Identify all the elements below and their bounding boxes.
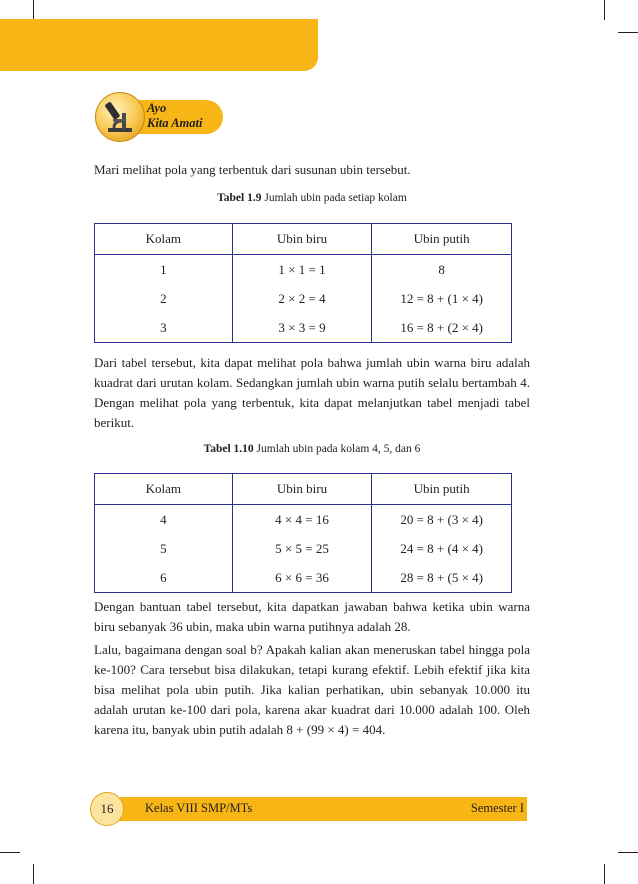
- footer-semester: Semester I: [470, 801, 524, 815]
- table-cell: 16 = 8 + (2 × 4): [372, 313, 512, 343]
- table-cell: 20 = 8 + (3 × 4): [372, 505, 512, 535]
- table-cell: 6: [95, 563, 233, 593]
- table-header-row: [95, 474, 512, 505]
- badge-line2: Kita Amati: [147, 116, 203, 130]
- table-cell: 12 = 8 + (1 × 4): [372, 284, 512, 313]
- badge-circle: [95, 92, 145, 142]
- table-cell: 24 = 8 + (4 × 4): [372, 534, 512, 563]
- table-cell: 4 × 4 = 16: [232, 505, 372, 535]
- col-header-ubin-biru: Ubin biru: [232, 474, 372, 505]
- table-cell: 1 × 1 = 1: [232, 255, 372, 285]
- table-row: [95, 563, 512, 593]
- col-header-ubin-biru: Ubin biru: [232, 224, 372, 255]
- col-header-ubin-putih: Ubin putih: [372, 474, 512, 505]
- table1-caption-text: Jumlah ubin pada setiap kolam: [264, 192, 407, 204]
- table-1-10: [94, 473, 512, 593]
- table-cell: 5: [95, 534, 233, 563]
- table-row: [95, 255, 512, 285]
- crop-mark: [33, 0, 34, 20]
- microscope-icon: [104, 99, 136, 133]
- crop-mark: [618, 32, 638, 33]
- table-row: [95, 534, 512, 563]
- table-header-row: [95, 224, 512, 255]
- table2-caption-text: Jumlah ubin pada kolam 4, 5, dan 6: [256, 443, 421, 455]
- table-1-9: [94, 223, 512, 343]
- page-number: 16: [90, 792, 124, 826]
- table-row: [95, 313, 512, 343]
- table-cell: 28 = 8 + (5 × 4): [372, 563, 512, 593]
- table-cell: 6 × 6 = 36: [232, 563, 372, 593]
- paragraph-3: Lalu, bagaimana dengan soal b? Apakah kalian akan meneruskan tabel hingga pola ke-100? Cara tersebut bisa dilakukan, tetapi kurang efektif. Lebih efektif jika kita bisa melihat pola ubin putih. Jika kalian perhatikan, ubin sebanyak 10.000 itu adalah urutan ke-100 dari pola, karena akar kuadrat dari 10.000 adalah 100. Oleh karena itu, banyak ubin putih adalah 8 + (99 × 4) = 404.: [94, 642, 530, 737]
- table-cell: 2 × 2 = 4: [232, 284, 372, 313]
- col-header-ubin-putih: Ubin putih: [372, 224, 512, 255]
- table-row: [95, 505, 512, 535]
- crop-mark: [0, 852, 20, 853]
- crop-mark: [618, 852, 638, 853]
- table-cell: 3 × 3 = 9: [232, 313, 372, 343]
- badge-line1: Ayo: [147, 101, 167, 115]
- table-row: [95, 284, 512, 313]
- footer-book-title: Kelas VIII SMP/MTs: [145, 801, 253, 815]
- table-cell: 5 × 5 = 25: [232, 534, 372, 563]
- col-header-kolam: Kolam: [95, 224, 233, 255]
- table2-caption-label: Tabel 1.10: [203, 443, 254, 455]
- table-cell: 1: [95, 255, 233, 285]
- col-header-kolam: Kolam: [95, 474, 233, 505]
- paragraph-2: Dengan bantuan tabel tersebut, kita dapatkan jawaban bahwa ketika ubin warna biru sebanyak 36 ubin, maka ubin warna putihnya adalah 28.: [94, 599, 530, 634]
- table1-caption: [94, 192, 530, 204]
- table-cell: 3: [95, 313, 233, 343]
- crop-mark: [604, 864, 605, 884]
- table-cell: 8: [372, 255, 512, 285]
- intro-text: Mari melihat pola yang terbentuk dari susunan ubin tersebut.: [94, 162, 411, 177]
- crop-mark: [33, 864, 34, 884]
- crop-mark: [604, 0, 605, 20]
- ayo-kita-amati-badge: [95, 92, 225, 142]
- header-band: [0, 19, 318, 71]
- table1-caption-label: Tabel 1.9: [217, 192, 262, 204]
- paragraph-1: Dari tabel tersebut, kita dapat melihat pola bahwa jumlah ubin warna biru adalah kuadrat dari urutan kolam. Sedangkan jumlah ubin warna putih selalu bertambah 4. Dengan melihat pola yang terbentuk, kita dapat melanjutkan tabel menjadi tabel berikut.: [94, 355, 530, 430]
- table-cell: 4: [95, 505, 233, 535]
- table2-caption: [94, 443, 530, 455]
- table-cell: 2: [95, 284, 233, 313]
